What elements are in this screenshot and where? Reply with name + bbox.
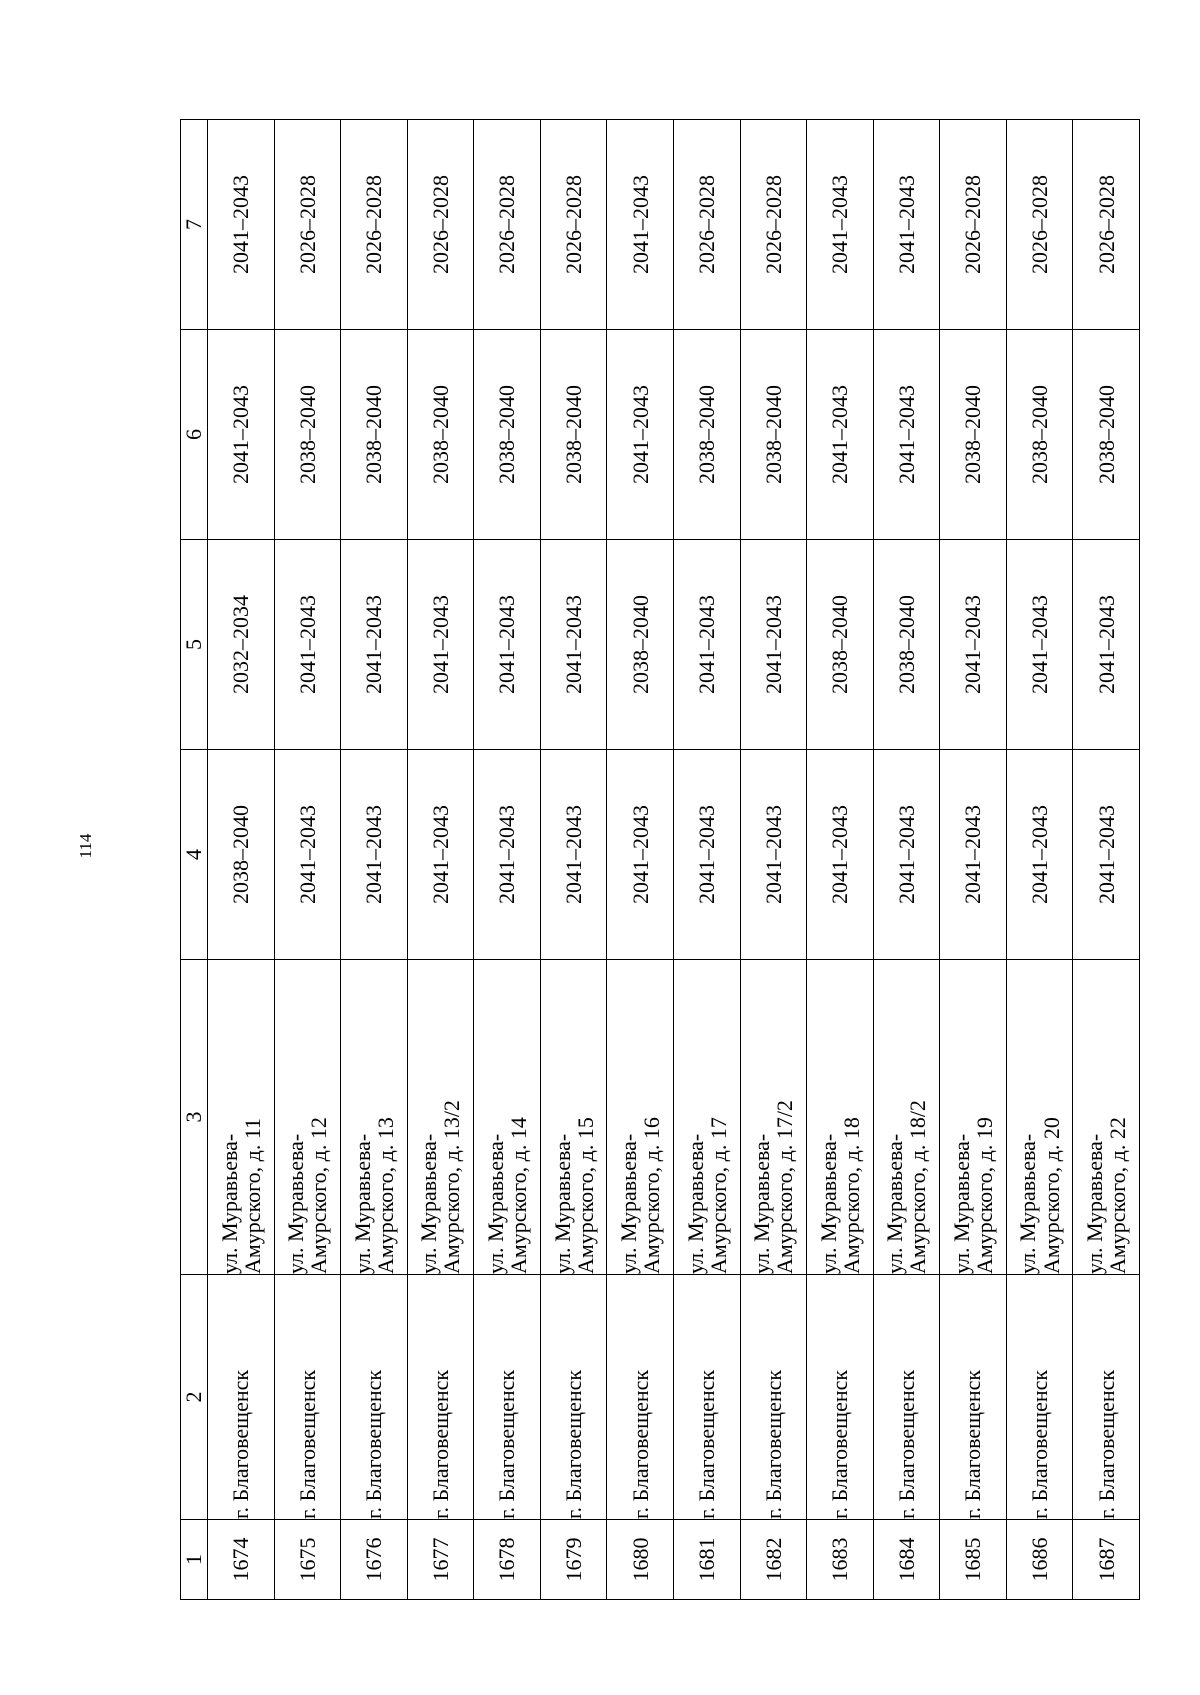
period-cell-col5: 2041–2043: [274, 540, 341, 750]
address-cell: [1073, 960, 1140, 1275]
address-street: ул. Муравьева-: [616, 1133, 642, 1274]
period-cell-col4: 2041–2043: [673, 750, 740, 960]
period-cell-col4: 2041–2043: [873, 750, 940, 960]
period-cell-col5: 2038–2040: [807, 540, 874, 750]
period-cell-col6: 2038–2040: [740, 330, 807, 540]
address-house: Амурского, д. 13/2: [439, 1100, 465, 1274]
column-header: 7: [181, 120, 208, 330]
period-cell-col5: 2041–2043: [940, 540, 1007, 750]
city-cell: г. Благовещенск: [740, 1275, 807, 1520]
row-number-cell: 1675: [274, 1520, 341, 1600]
address-street: ул. Муравьева-: [948, 1133, 974, 1274]
period-cell-col6: 2038–2040: [673, 330, 740, 540]
period-cell-col4: 2038–2040: [208, 750, 275, 960]
period-cell-col7: 2026–2028: [474, 120, 541, 330]
address-house: Амурского, д. 16: [639, 1117, 665, 1274]
period-cell-col6: 2041–2043: [873, 330, 940, 540]
period-cell-col7: 2041–2043: [607, 120, 674, 330]
table-row: [274, 120, 341, 1600]
address-street: ул. Муравьева-: [815, 1133, 841, 1274]
period-cell-col6: 2041–2043: [208, 330, 275, 540]
address-house: Амурского, д. 22: [1105, 1117, 1131, 1274]
address-cell: [940, 960, 1007, 1275]
address-street: ул. Муравьева-: [283, 1133, 309, 1274]
column-header: 3: [181, 960, 208, 1275]
period-cell-col5: 2041–2043: [1073, 540, 1140, 750]
table-row: [1073, 120, 1140, 1600]
period-cell-col4: 2041–2043: [740, 750, 807, 960]
address-cell: [208, 960, 275, 1275]
address-house: Амурского, д. 17: [705, 1117, 731, 1274]
address-street: ул. Муравьева-: [882, 1133, 908, 1274]
address-street: ул. Муравьева-: [682, 1133, 708, 1274]
table-row: [407, 120, 474, 1600]
table-row: [208, 120, 275, 1600]
period-cell-col6: 2038–2040: [407, 330, 474, 540]
period-cell-col5: 2038–2040: [607, 540, 674, 750]
address-house: Амурского, д. 14: [506, 1117, 532, 1274]
table-row: [873, 120, 940, 1600]
address-cell: [873, 960, 940, 1275]
period-cell-col7: 2026–2028: [540, 120, 607, 330]
period-cell-col5: 2041–2043: [673, 540, 740, 750]
city-cell: г. Благовещенск: [807, 1275, 874, 1520]
table-row: [940, 120, 1007, 1600]
city-cell: г. Благовещенск: [407, 1275, 474, 1520]
period-cell-col6: 2038–2040: [940, 330, 1007, 540]
table-row: [673, 120, 740, 1600]
row-number-cell: 1678: [474, 1520, 541, 1600]
address-cell: [807, 960, 874, 1275]
row-number-cell: 1677: [407, 1520, 474, 1600]
table-row: [1006, 120, 1073, 1600]
period-cell-col5: 2038–2040: [873, 540, 940, 750]
city-cell: г. Благовещенск: [274, 1275, 341, 1520]
city-cell: г. Благовещенск: [208, 1275, 275, 1520]
period-cell-col7: 2026–2028: [341, 120, 408, 330]
period-cell-col6: 2038–2040: [1006, 330, 1073, 540]
period-cell-col7: 2026–2028: [274, 120, 341, 330]
period-cell-col6: 2038–2040: [274, 330, 341, 540]
period-cell-col5: 2041–2043: [740, 540, 807, 750]
period-cell-col7: 2041–2043: [807, 120, 874, 330]
address-cell: [474, 960, 541, 1275]
address-street: ул. Муравьева-: [416, 1133, 442, 1274]
period-cell-col4: 2041–2043: [807, 750, 874, 960]
period-cell-col7: 2026–2028: [1073, 120, 1140, 330]
address-street: ул. Муравьева-: [349, 1133, 375, 1274]
address-cell: [341, 960, 408, 1275]
address-cell: [540, 960, 607, 1275]
address-street: ул. Муравьева-: [216, 1133, 242, 1274]
table-row: [740, 120, 807, 1600]
period-cell-col7: 2041–2043: [208, 120, 275, 330]
period-cell-col4: 2041–2043: [1006, 750, 1073, 960]
row-number-cell: 1685: [940, 1520, 1007, 1600]
row-number-cell: 1679: [540, 1520, 607, 1600]
period-cell-col4: 2041–2043: [540, 750, 607, 960]
address-cell: [673, 960, 740, 1275]
period-cell-col4: 2041–2043: [1073, 750, 1140, 960]
column-header: 2: [181, 1275, 208, 1520]
column-header: 5: [181, 540, 208, 750]
city-cell: г. Благовещенск: [1006, 1275, 1073, 1520]
column-header: 6: [181, 330, 208, 540]
period-cell-col5: 2032–2034: [208, 540, 275, 750]
table-row: [607, 120, 674, 1600]
period-cell-col5: 2041–2043: [407, 540, 474, 750]
table-row: [474, 120, 541, 1600]
period-cell-col6: 2041–2043: [607, 330, 674, 540]
column-header: 4: [181, 750, 208, 960]
address-house: Амурского, д. 20: [1038, 1117, 1064, 1274]
city-cell: г. Благовещенск: [873, 1275, 940, 1520]
period-cell-col5: 2041–2043: [341, 540, 408, 750]
period-cell-col7: 2026–2028: [407, 120, 474, 330]
row-number-cell: 1686: [1006, 1520, 1073, 1600]
schedule-table: [180, 119, 1140, 1600]
city-cell: г. Благовещенск: [673, 1275, 740, 1520]
address-street: ул. Муравьева-: [1015, 1133, 1041, 1274]
address-cell: [607, 960, 674, 1275]
address-house: Амурского, д. 18: [838, 1117, 864, 1274]
period-cell-col6: 2038–2040: [474, 330, 541, 540]
period-cell-col7: 2041–2043: [873, 120, 940, 330]
address-house: Амурского, д. 13: [372, 1117, 398, 1274]
period-cell-col7: 2026–2028: [673, 120, 740, 330]
row-number-cell: 1680: [607, 1520, 674, 1600]
period-cell-col4: 2041–2043: [940, 750, 1007, 960]
row-number-cell: 1687: [1073, 1520, 1140, 1600]
address-cell: [274, 960, 341, 1275]
address-house: Амурского, д. 11: [239, 1118, 265, 1274]
table-row: [807, 120, 874, 1600]
period-cell-col7: 2026–2028: [940, 120, 1007, 330]
address-cell: [407, 960, 474, 1275]
city-cell: г. Благовещенск: [1073, 1275, 1140, 1520]
column-header: 1: [181, 1520, 208, 1600]
table-row: [540, 120, 607, 1600]
address-street: ул. Муравьева-: [1082, 1133, 1108, 1274]
period-cell-col5: 2041–2043: [1006, 540, 1073, 750]
row-number-cell: 1674: [208, 1520, 275, 1600]
city-cell: г. Благовещенск: [940, 1275, 1007, 1520]
address-house: Амурского, д. 17/2: [772, 1100, 798, 1274]
address-house: Амурского, д. 12: [306, 1117, 332, 1274]
address-street: ул. Муравьева-: [749, 1133, 775, 1274]
page-number-text: 114: [76, 833, 95, 859]
row-number-cell: 1676: [341, 1520, 408, 1600]
city-cell: г. Благовещенск: [607, 1275, 674, 1520]
row-number-cell: 1681: [673, 1520, 740, 1600]
period-cell-col7: 2026–2028: [740, 120, 807, 330]
period-cell-col4: 2041–2043: [407, 750, 474, 960]
period-cell-col5: 2041–2043: [474, 540, 541, 750]
address-street: ул. Муравьева-: [482, 1133, 508, 1274]
period-cell-col4: 2041–2043: [474, 750, 541, 960]
table-header-row: [181, 120, 208, 1600]
address-cell: [1006, 960, 1073, 1275]
period-cell-col6: 2038–2040: [1073, 330, 1140, 540]
city-cell: г. Благовещенск: [474, 1275, 541, 1520]
address-house: Амурского, д. 18/2: [905, 1100, 931, 1274]
period-cell-col6: 2038–2040: [540, 330, 607, 540]
city-cell: г. Благовещенск: [341, 1275, 408, 1520]
row-number-cell: 1682: [740, 1520, 807, 1600]
address-house: Амурского, д. 19: [971, 1117, 997, 1274]
period-cell-col4: 2041–2043: [274, 750, 341, 960]
period-cell-col4: 2041–2043: [341, 750, 408, 960]
address-cell: [740, 960, 807, 1275]
period-cell-col4: 2041–2043: [607, 750, 674, 960]
row-number-cell: 1683: [807, 1520, 874, 1600]
rotated-table-container: [180, 120, 1140, 1600]
period-cell-col6: 2038–2040: [341, 330, 408, 540]
period-cell-col6: 2041–2043: [807, 330, 874, 540]
city-cell: г. Благовещенск: [540, 1275, 607, 1520]
table-row: [341, 120, 408, 1600]
period-cell-col5: 2041–2043: [540, 540, 607, 750]
address-street: ул. Муравьева-: [549, 1133, 575, 1274]
row-number-cell: 1684: [873, 1520, 940, 1600]
address-house: Амурского, д. 15: [572, 1117, 598, 1274]
period-cell-col7: 2026–2028: [1006, 120, 1073, 330]
